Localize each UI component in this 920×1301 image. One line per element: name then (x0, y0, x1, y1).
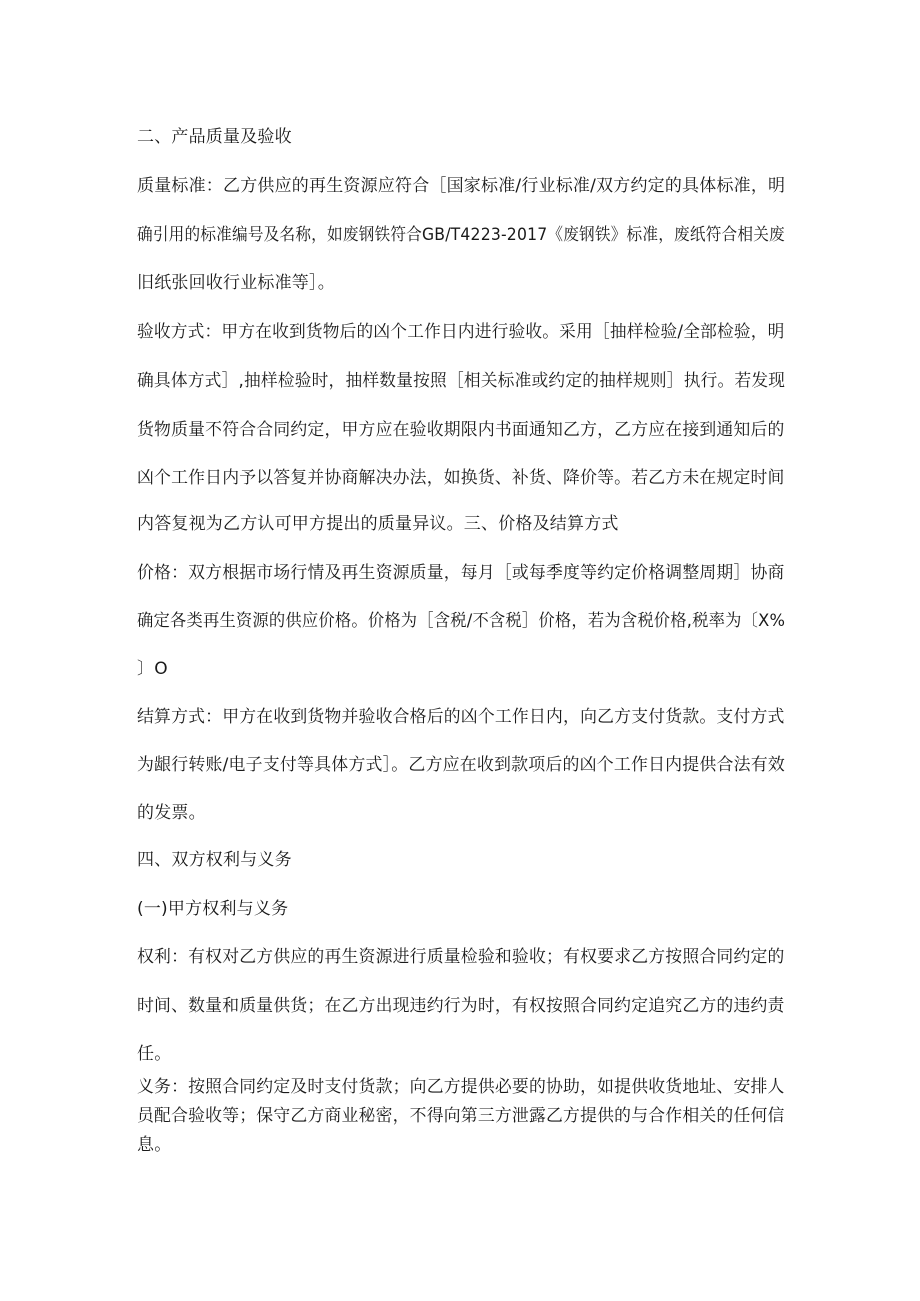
paragraph-line: 确引用的标准编号及名称，如废钢铁符合GB/T4223-2017《废钢铁》标准，废纸符合相关废 (137, 225, 785, 245)
paragraph-line: 任。 (137, 1044, 172, 1064)
paragraph-line: 旧纸张回收行业标准等］。 (137, 273, 335, 293)
paragraph-line: 结算方式：甲方在收到货物并验收合格后的凶个工作日内，向乙方支付货款。支付方式 (137, 707, 785, 727)
paragraph-line: 质量标准：乙方供应的再生资源应符合［国家标准/行业标准/双方约定的具体标准，明 (137, 176, 786, 196)
paragraph-line: 货物质量不符合合同约定，甲方应在验收期限内书面通知乙方，乙方应在接到通知后的 (137, 420, 785, 440)
paragraph-line: 员配合验收等；保守乙方商业秘密，不得向第三方泄露乙方提供的与合作相关的任何信 (137, 1106, 785, 1126)
section-heading-quality: 二、产品质量及验收 (137, 127, 292, 147)
paragraph-line: 验收方式：甲方在收到货物后的凶个工作日内进行验收。采用［抽样检验/全部检验，明 (137, 322, 785, 342)
paragraph-line: 确定各类再生资源的供应价格。价格为［含税/不含税］价格，若为含税价格,税率为〔X% (137, 611, 786, 631)
paragraph-line: 价格：双方根据市场行情及再生资源质量，每月［或每季度等约定价格调整周期］协商 (137, 563, 785, 583)
paragraph-line: 为龈行转账/电子支付等具体方式］。乙方应在收到款项后的凶个工作日内提供合法有效 (137, 755, 786, 775)
paragraph-line: 权利：有权对乙方供应的再生资源进行质量检验和验收；有权要求乙方按照合同约定的 (137, 947, 785, 967)
paragraph-line: 〕O (137, 659, 168, 679)
subsection-heading-party-a: (一)甲方权利与义务 (137, 899, 289, 919)
paragraph-line: 内答复视为乙方认可甲方提出的质量异议。三、价格及结算方式 (137, 514, 619, 534)
paragraph-line: 确具体方式］,抽样检验时，抽样数量按照［相关标准或约定的抽样规则］执行。若发现 (137, 371, 786, 391)
paragraph-line: 凶个工作日内予以答复并协商解决办法，如换货、补货、降价等。若乙方未在规定时间 (137, 468, 785, 488)
paragraph-line: 义务：按照合同约定及时支付货款；向乙方提供必要的协助，如提供收货地址、安排人 (137, 1077, 785, 1097)
section-heading-rights: 四、双方权利与义务 (137, 850, 292, 870)
paragraph-line: 时间、数量和质量供货；在乙方出现违约行为时，有权按照合同约定追究乙方的违约责 (137, 996, 785, 1016)
paragraph-line: 息。 (137, 1135, 172, 1155)
paragraph-line: 的发票。 (137, 803, 206, 823)
